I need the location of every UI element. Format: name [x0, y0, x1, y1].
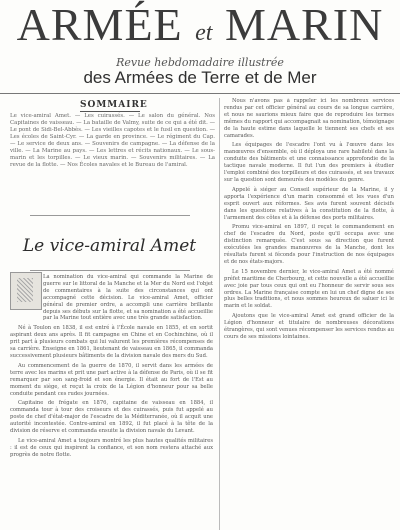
masthead-tagline: des Armées de Terre et de Mer: [83, 68, 317, 87]
masthead-title-part-armee: ARMÉE: [16, 0, 183, 50]
article-paragraph: Au commencement de la guerre de 1870, il servit dans les armées de terre avec les marins et prit une part active à la défense de Paris, où il se fit remarquer par son sang-froid et son énergie. Il était au fort de l'Est au moment du siège, et reçut la croix de la Légion d'honneur pour sa belle conduite pendant ces rudes journées.: [10, 362, 213, 397]
masthead-title: [0, 2, 400, 56]
article-column-left: [10, 274, 213, 526]
article-paragraph: Les équipages de l'escadre l'ont vu à l'œuvre dans les manœuvres d'ensemble, où il déploya une rare habileté dans la conduite des bâtiments et une connaissance approfondie de la tactique navale moderne. Il fut l'un des premiers à étudier l'emploi combiné des torpilleurs et des cuirassés, et ses travaux sur la question sont demeurés des modèles du genre.: [224, 142, 394, 183]
article-column-right: [224, 98, 394, 528]
article-paragraph: Capitaine de frégate en 1876, capitaine de vaisseau en 1884, il commanda tour à tour des croiseurs et des cuirassés, puis fut appelé au poste de chef d'état-major de l'escadre de la Méditerranée, où il acquit une autorité incontestée. Contre-amiral en 1892, il fut placé à la tête de la division de réserve et commanda ensuite la division navale du Levant.: [10, 400, 213, 435]
sommaire-contents: Le vice-amiral Amet. — Les cuirassés. — Le salon du général. Nos Capitaines de vaisseau. — La bataille de Valmy, suite de ce qui a été dit. — Le pont de Sidi-Bel-Abbès. — Les vieilles capotes et le fusil en question. — Les écoles de Saint-Cyr. — La garde en province. — Le régiment du Cap. — Le service de deux ans. — Souvenirs de campagne. — La défense de la ville. — La Marine au pays. — Les lettres et récits nationaux. — Le sous-marin et les torpilles. — Le vieux marin. — Souvenirs militaires. — La revue de la flotte. — Nos Écoles navales et le Bureau de l'amiral.: [10, 113, 215, 168]
section-separator: [30, 215, 190, 216]
article-paragraph: Ajoutons que le vice-amiral Amet est grand officier de la Légion d'honneur et titulaire de nombreuses décorations étrangères, qui sont venues récompenser les services rendus au cours de ses missions lointaines.: [224, 313, 394, 340]
article-paragraph: Promu vice-amiral en 1897, il reçut le commandement en chef de l'escadre du Nord, poste qu'il occupa avec une distinction remarquée. C'est sous sa direction que furent exécutées les grandes manœuvres de la Manche, dont les résultats furent si féconds pour l'instruction de nos équipages et de nos états-majors.: [224, 224, 394, 265]
masthead-title-part-marine: MARIN: [224, 0, 384, 50]
article-paragraph: Appelé à siéger au Conseil supérieur de la Marine, il y apporta l'expérience d'un marin consommé et les vues d'un esprit ouvert aux réformes. Ses avis furent souvent décisifs dans les questions relatives à la constitution de la flotte, à l'armement des côtes et à la défense des ports militaires.: [224, 186, 394, 221]
column-divider: [219, 98, 220, 530]
article-paragraph: Le 15 novembre dernier, le vice-amiral Amet a été nommé préfet maritime de Cherbourg, et cette nouvelle a été accueillie avec joie par tous ceux qui ont eu l'honneur de servir sous ses ordres. La Marine française compte en lui un chef digne de ses plus belles traditions, et nous sommes heureux de saluer ici le marin et le soldat.: [224, 268, 394, 310]
article-paragraph: Né à Toulon en 1838, il est entré à l'École navale en 1855, et en sortit aspirant deux ans après. Il fit campagne en Chine et en Cochinchine, où il prit part à plusieurs combats qui lui valurent les premières récompenses de sa carrière. Enseigne en 1861, lieutenant de vaisseau en 1865, il commanda successivement plusieurs bâtiments de la division navale des mers du Sud.: [10, 325, 213, 359]
masthead-subtitle: Revue hebdomadaire illustrée: [116, 56, 284, 69]
article-paragraph: Nous n'avons pas à rappeler ici les nombreux services rendus par cet officier général au cours de sa longue carrière, et nous ne saurions mieux faire que de reproduire les termes mêmes du rapport qui accompagnait sa nomination, témoignage de la haute estime dans laquelle le tiennent ses chefs et ses camarades.: [224, 98, 394, 139]
article-title: Le vice-amiral Amet: [22, 236, 197, 256]
section-separator: [30, 270, 190, 271]
masthead-title-et: et: [195, 20, 213, 46]
masthead-rule: [0, 93, 400, 94]
article-paragraph: La nomination du vice-amiral qui commande la Marine de guerre sur le littoral de la Manche et la Mer du Nord est l'objet de commentaires à la suite des circonstances qui ont accompagné cette décision. Le vice-amiral Amet, officier général de premier ordre, a accompli une carrière brillante depuis ses débuts sur la flotte, et sa nomination a été accueillie par la Marine tout entière avec une très grande satisfaction.: [43, 274, 213, 322]
article-paragraph: Le vice-amiral Amet a toujours montré les plus hautes qualités militaires : il est de ceux qui inspirent la confiance, et son nom restera attaché aux progrès de notre flotte.: [10, 437, 213, 458]
sommaire-heading: SOMMAIRE: [80, 100, 148, 110]
